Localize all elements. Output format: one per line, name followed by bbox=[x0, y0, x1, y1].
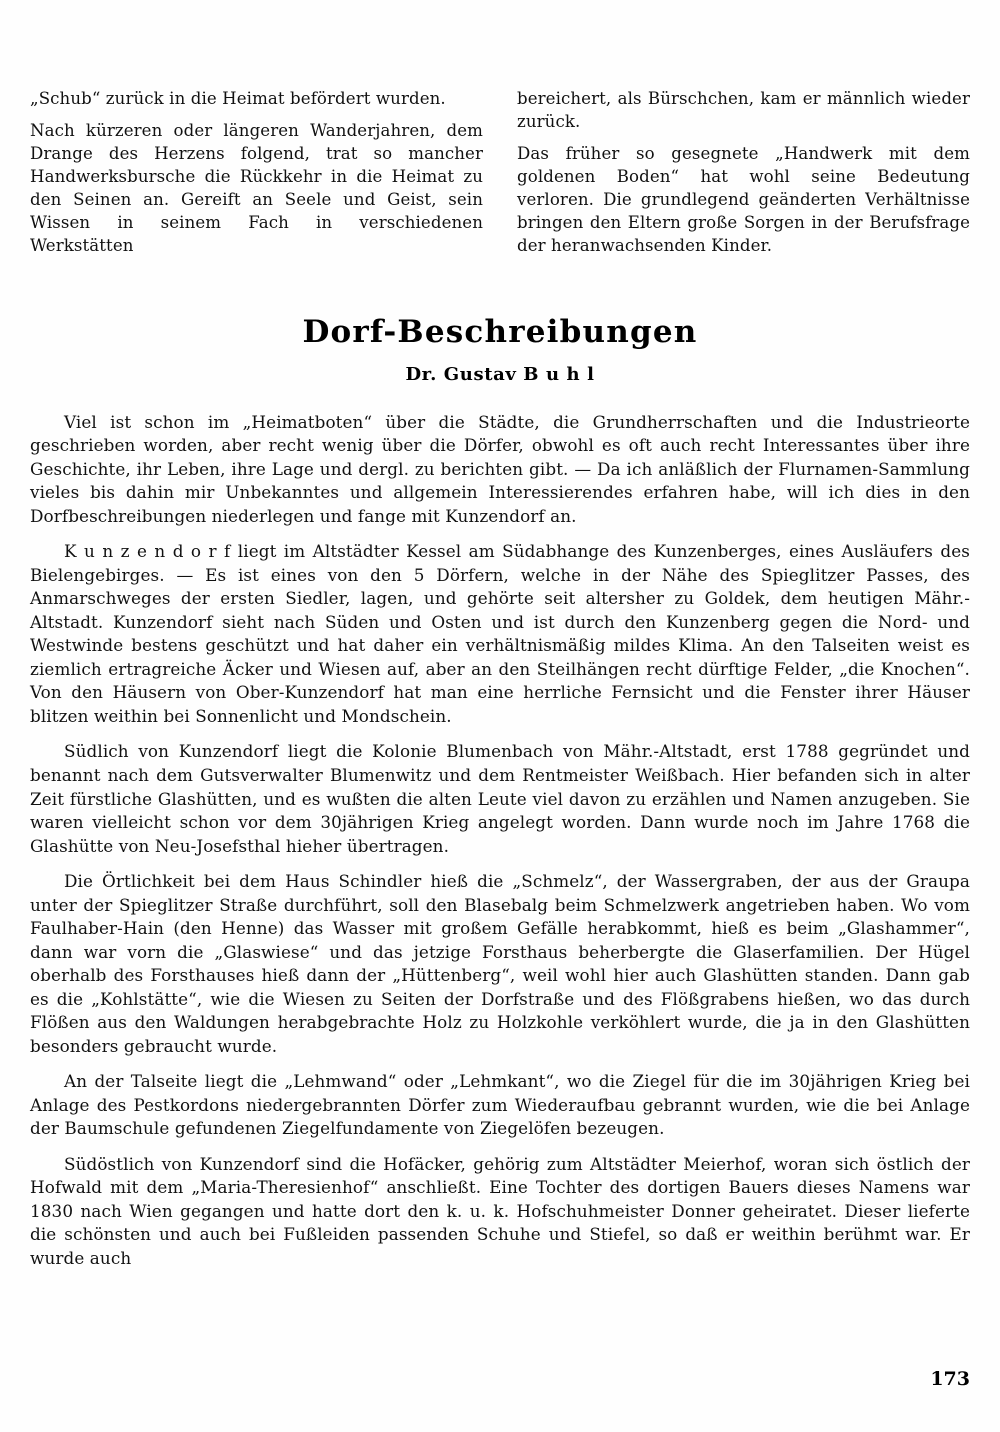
paragraph: bereichert, als Bürschchen, kam er männlich wieder zurück. bbox=[517, 89, 970, 131]
paragraph: Nach kürzeren oder längeren Wanderjahren, dem Drange des Herzens folgend, trat so mancher Handwerksbursche die Rückkehr in die Heimat zu den Seinen an. Gereift an Seele und Geist, sein Wissen in seinem Fach in verschiedenen Werkstätten bbox=[30, 120, 483, 255]
paragraph: „Schub“ zurück in die Heimat befördert wurden. bbox=[30, 89, 446, 108]
paragraph: Südöstlich von Kunzendorf sind die Hofäcker, gehörig zum Altstädter Meierhof, woran sich östlich der Hofwald mit dem „Maria-Theresienhof“ anschließt. Eine Tochter des dortigen Bauers dieses Namens war 1830 nach Wien gegangen und hatte dort den k. u. k. Hofschuhmeister Donner geheiratet. Dieser lieferte die schönsten und auch bei Fußleiden passenden Schuhe und Stiefel, so daß er weithin berühmt war. Er wurde auch bbox=[30, 1153, 970, 1268]
column-right bbox=[517, 88, 970, 258]
paragraph: An der Talseite liegt die „Lehmwand“ oder „Lehmkant“, wo die Ziegel für die im 30jährigen Krieg bei Anlage des Pestkordons niedergebrannten Dörfer zum Wiederaufbau gebrannt wurden, wie die bei Anlage der Baumschule gefundenen Ziegelfundamente von Ziegelöfen bezeugen. bbox=[30, 1071, 970, 1139]
page-content bbox=[30, 88, 970, 1282]
top-two-column-section bbox=[30, 88, 970, 258]
article-body bbox=[30, 411, 970, 1271]
paragraph: Viel ist schon im „Heimatboten“ über die Städte, die Grundherrschaften und die Industrieorte geschrieben worden, aber recht wenig über die Dörfer, obwohl es oft auch recht Interessantes über ihre Geschichte, ihr Leben, ihre Lage und dergl. zu berichten gibt. — Da ich anläßlich der Flurnamen-Sammlung vieles bis dahin mir Unbekanntes und allgemein Interessierendes erfahren habe, will ich dies in den Dorfbeschreibungen niederlegen und fange mit Kunzendorf an. bbox=[30, 411, 970, 526]
article-title: Dorf-Beschreibungen bbox=[302, 313, 698, 350]
article-author: Dr. Gustav B u h l bbox=[405, 363, 595, 385]
column-left bbox=[30, 88, 483, 258]
paragraph: Das früher so gesegnete „Handwerk mit dem goldenen Boden“ hat wohl seine Bedeutung verloren. Die grundlegend geänderten Verhältnisse bringen den Eltern große Sorgen in der Berufsfrage der heranwachsenden Kinder. bbox=[517, 143, 970, 255]
page-number: 173 bbox=[930, 1368, 970, 1390]
paragraph: K u n z e n d o r f liegt im Altstädter Kessel am Südabhange des Kunzenberges, eines Ausläufers des Bielengebirges. — Es ist eines von den 5 Dörfern, welche in der Nähe des Spieglitzer Passes, des Anmarschweges der ersten Siedler, lagen, und gehörte seit altersher zu Goldek, dem heutigen Mähr.-Altstadt. Kunzendorf sieht nach Süden und Osten und ist durch den Kunzenberg gegen die Nord- und Westwinde bestens geschützt und hat daher ein verhältnismäßig mildes Klima. An den Talseiten weist es ziemlich ertragreiche Äcker und Wiesen auf, aber an den Steilhängen recht dürftige Felder, „die Knochen“. Von den Häusern von Ober-Kunzendorf hat man eine herrliche Fernsicht und die Fenster ihrer Häuser blitzen weithin bei Sonnenlicht und Mondschein. bbox=[30, 541, 970, 726]
paragraph: Südlich von Kunzendorf liegt die Kolonie Blumenbach von Mähr.-Altstadt, erst 1788 gegründet und benannt nach dem Gutsverwalter Blumenwitz und dem Rentmeister Weißbach. Hier befanden sich in alter Zeit fürstliche Glashütten, und es wußten die alten Leute viel davon zu erzählen und Namen anzugeben. Sie waren vielleicht schon vor dem 30jährigen Krieg angelegt worden. Dann wurde noch im Jahre 1768 die Glashütte von Neu-Josefsthal hieher übertragen. bbox=[30, 741, 970, 856]
paragraph: Die Örtlichkeit bei dem Haus Schindler hieß die „Schmelz“, der Wassergraben, der aus der Graupa unter der Spieglitzer Straße durchführt, soll den Blasebalg beim Schmelzwerk angetrieben haben. Wo vom Faulhaber-Hain (den Henne) das Wasser mit großem Gefälle herabkommt, hieß es beim „Glashammer“, dann war vorn die „Glaswiese“ und das jetzige Forsthaus beherbergte die Glaserfamilien. Der Hügel oberhalb des Forsthauses hieß dann der „Hüttenberg“, weil wohl hier auch Glashütten standen. Dann gab es die „Kohlstätte“, wie die Wiesen zu Seiten der Dorfstraße und des Flößgrabens hießen, wo das durch Flößen aus den Waldungen herabgebrachte Holz zu Holzkohle verköhlert wurde, die ja in den Glashütten besonders gebraucht wurde. bbox=[30, 871, 970, 1056]
